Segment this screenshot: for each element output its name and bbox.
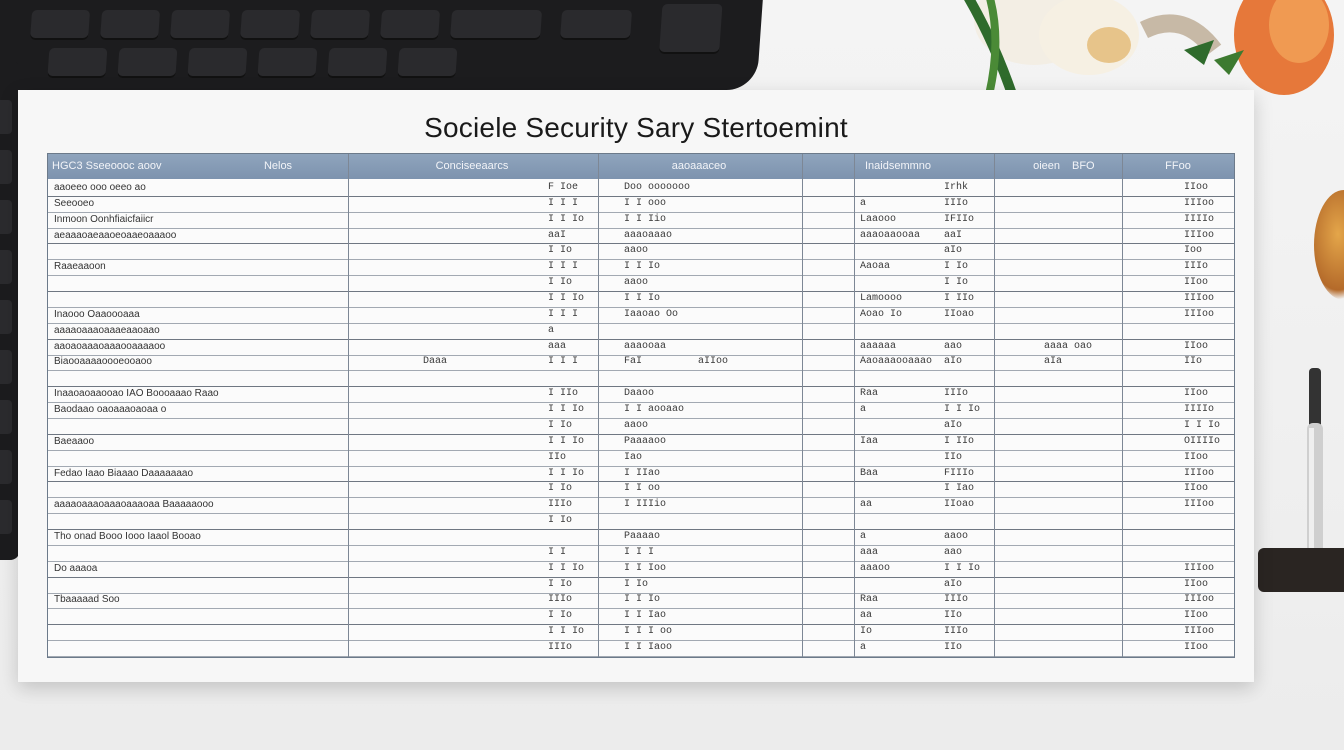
table-cell: I I I — [548, 261, 579, 273]
table-cell: Baa — [860, 467, 879, 479]
cup-base — [1258, 548, 1344, 592]
table-cell: I I Io — [624, 293, 661, 304]
table-cell: IIo — [944, 610, 963, 622]
row-label: aaoaoaaaoaaaooaaaaoo — [54, 340, 166, 352]
header-col-description: HGC3 Sseeoooc aoov — [52, 160, 162, 172]
table-cell: I Io — [548, 578, 573, 590]
table-cell: IIoo — [1184, 578, 1209, 590]
row-divider — [48, 640, 1234, 641]
table-cell: IIoo — [1184, 388, 1209, 400]
table-cell: Iaa — [860, 435, 879, 447]
row-divider — [48, 434, 1234, 435]
table-cell: IIIoo — [1184, 499, 1215, 511]
row-divider — [48, 386, 1234, 387]
table-cell: I IIao — [624, 467, 661, 479]
table-cell: IIoo — [1184, 642, 1209, 654]
table-cell: aIIoo — [698, 356, 729, 368]
table-cell: IIIoo — [1184, 229, 1215, 241]
table-cell: Laaooo — [860, 213, 897, 225]
table-cell: I I I — [624, 546, 655, 558]
row-divider — [48, 402, 1234, 403]
header-col-contributions: Conciseeaarcs — [435, 160, 509, 172]
table-cell: a — [860, 642, 867, 654]
table-cell: Irhk — [944, 181, 969, 193]
table-cell: Doo ooooooo — [624, 181, 691, 193]
column-divider — [348, 154, 349, 657]
table-cell: Lamoooo — [860, 293, 903, 304]
table-cell: a — [860, 197, 867, 209]
pen — [1300, 368, 1328, 568]
table-cell: I I Io — [548, 435, 585, 447]
table-cell: IIIoo — [1184, 594, 1215, 606]
header-col-notes: Nelos — [263, 160, 293, 172]
row-divider — [48, 243, 1234, 244]
row-label: Fedao Iaao Biaaao Daaaaaaao — [54, 467, 194, 479]
header-col-other: oieen — [1033, 160, 1060, 172]
row-divider — [48, 370, 1234, 371]
table-cell: I I Iio — [624, 213, 667, 225]
row-divider — [48, 529, 1234, 530]
table-cell: aaoo — [624, 277, 649, 289]
row-label: aaaaoaaaoaaaoaaaoaa Baaaaaooo — [54, 499, 214, 511]
table-cell: I I Io — [1184, 419, 1221, 431]
table-cell: IIo — [944, 642, 963, 654]
table-cell: aIo — [944, 356, 963, 368]
statement-table — [47, 153, 1235, 658]
table-cell: I I Io — [624, 261, 661, 273]
table-cell: Io — [860, 626, 873, 638]
table-cell: IFIIo — [944, 213, 975, 225]
table-cell: I I ooo — [624, 197, 667, 209]
table-cell: a — [860, 531, 867, 542]
table-cell: Raa — [860, 594, 879, 606]
table-cell: aaaaaa — [860, 340, 897, 352]
column-divider — [854, 154, 855, 657]
table-cell: I I — [548, 546, 567, 558]
table-cell: I I Io — [548, 404, 585, 416]
table-cell: aIo — [944, 578, 963, 590]
table-cell: IIoao — [944, 308, 975, 320]
table-cell: IIoo — [1184, 340, 1209, 352]
table-cell: aaa — [860, 546, 879, 558]
table-cell: IIIoo — [1184, 293, 1215, 304]
table-cell: Ioo — [1184, 245, 1203, 257]
row-label: Raaeaaoon — [54, 261, 106, 273]
column-divider — [994, 154, 995, 657]
row-label: Inmoon Oonhfiaicfaiicr — [54, 213, 154, 225]
table-cell: aaI — [944, 229, 963, 241]
table-cell: I IIIio — [624, 499, 667, 511]
table-cell: Iaaoao Oo — [624, 308, 679, 320]
row-label: Tbaaaaad Soo — [54, 594, 120, 606]
table-cell: IIIo — [944, 388, 969, 400]
table-cell: FIIIo — [944, 467, 975, 479]
table-cell: I Io — [548, 245, 573, 257]
row-divider — [48, 577, 1234, 578]
table-cell: IIIIo — [1184, 213, 1215, 225]
table-cell: IIIo — [944, 626, 969, 638]
table-cell: I I Io — [548, 467, 585, 479]
table-cell: I I aooaao — [624, 404, 685, 416]
table-cell: F Ioe — [548, 181, 579, 193]
row-divider — [48, 545, 1234, 546]
table-cell: aa — [860, 499, 873, 511]
table-cell: I I Io — [548, 562, 585, 574]
table-cell: IIIo — [548, 594, 573, 606]
row-divider — [48, 275, 1234, 276]
row-label: Inaaoaoaaooao IAO Boooaaao Raao — [54, 388, 219, 400]
row-label: Seeooeo — [54, 197, 95, 209]
table-cell: I Io — [548, 515, 573, 527]
table-cell: IIoo — [1184, 181, 1209, 193]
table-cell: a — [548, 324, 555, 336]
row-divider — [48, 481, 1234, 482]
row-divider — [48, 228, 1234, 229]
table-cell: aaoo — [624, 245, 649, 257]
table-cell: aaI — [548, 229, 567, 241]
table-cell: Daaoo — [624, 388, 655, 400]
row-divider — [48, 593, 1234, 594]
table-cell: I I Iaoo — [624, 642, 673, 654]
table-cell: IIo — [1184, 356, 1203, 368]
table-cell: OIIIIo — [1184, 435, 1221, 447]
table-cell: Aaoaaaooaaao — [860, 356, 933, 368]
row-label: Baeaaoo — [54, 435, 95, 447]
table-cell: I I Io — [944, 404, 981, 416]
table-cell: I IIo — [944, 293, 975, 304]
header-col-amount: aaoaaaceo — [671, 160, 727, 172]
table-cell: IIIoo — [1184, 562, 1215, 574]
row-divider — [48, 291, 1234, 292]
row-label: aaoeeo ooo oeeo ao — [54, 181, 146, 193]
row-divider — [48, 307, 1234, 308]
table-cell: I I Ioo — [624, 562, 667, 574]
row-divider — [48, 339, 1234, 340]
table-cell: FaI — [624, 356, 643, 368]
keyboard — [0, 0, 763, 90]
table-cell: IIIo — [944, 594, 969, 606]
table-cell: aao — [944, 340, 963, 352]
table-cell: aaaooaa — [624, 340, 667, 352]
table-cell: IIIoo — [1184, 197, 1215, 209]
table-cell: IIoao — [944, 499, 975, 511]
row-divider — [48, 323, 1234, 324]
table-cell: IIIo — [548, 642, 573, 654]
table-cell: I Io — [944, 277, 969, 289]
table-cell: aaaoaaao — [624, 229, 673, 241]
table-cell: IIoo — [1184, 277, 1209, 289]
table-cell: IIoo — [1184, 610, 1209, 622]
table-cell: aaoo — [944, 531, 969, 542]
column-divider — [802, 154, 803, 657]
table-cell: I Iao — [944, 483, 975, 495]
table-cell: I I I — [548, 356, 579, 368]
table-cell: I Io — [548, 277, 573, 289]
table-cell: Daaa — [423, 356, 448, 368]
table-cell: I Io — [548, 419, 573, 431]
row-divider — [48, 196, 1234, 197]
table-cell: I Io — [624, 578, 649, 590]
row-label: Inaooo Oaaoooaaa — [54, 308, 140, 320]
statement-sheet — [18, 90, 1254, 682]
header-col-bfo: BFO — [1072, 160, 1095, 172]
table-cell: IIIo — [944, 197, 969, 209]
row-divider — [48, 212, 1234, 213]
keyboard-edge — [0, 60, 20, 560]
column-divider — [1122, 154, 1123, 657]
table-cell: I I I — [548, 308, 579, 320]
table-cell: I Io — [548, 610, 573, 622]
row-divider — [48, 355, 1234, 356]
table-cell: aaoo — [624, 419, 649, 431]
table-cell: a — [860, 404, 867, 416]
row-divider — [48, 624, 1234, 625]
table-cell: aao — [944, 546, 963, 558]
table-header — [48, 154, 1234, 179]
table-cell: aaa — [548, 340, 567, 352]
table-cell: I I Io — [548, 293, 585, 304]
table-cell: I I oo — [624, 483, 661, 495]
table-cell: IIIIo — [1184, 404, 1215, 416]
table-cell: Aaoaa — [860, 261, 891, 273]
table-cell: IIIoo — [1184, 626, 1215, 638]
row-label: aeaaaoaeaaoeoaaeoaaaoo — [54, 229, 177, 241]
table-cell: IIoo — [1184, 451, 1209, 463]
column-divider — [598, 154, 599, 657]
row-label: Do aaaoa — [54, 562, 98, 574]
table-cell: I I Io — [548, 626, 585, 638]
table-cell: I I Iao — [624, 610, 667, 622]
table-cell: aaaoaaooaa — [860, 229, 921, 241]
table-cell: aaaoo — [860, 562, 891, 574]
row-divider — [48, 608, 1234, 609]
row-divider — [48, 418, 1234, 419]
row-label: Biaooaaaaoooeooaoo — [54, 356, 152, 368]
row-label: Tho onad Booo Iooo Iaaol Booao — [54, 531, 201, 542]
table-cell: I IIo — [548, 388, 579, 400]
table-cell: IIIo — [548, 499, 573, 511]
row-divider — [48, 259, 1234, 260]
table-cell: Raa — [860, 388, 879, 400]
table-cell: Paaaaoo — [624, 435, 667, 447]
table-cell: aIa — [1044, 356, 1063, 368]
document-title: Sociele Security Sary Stertoemint — [424, 112, 848, 143]
table-cell: IIoo — [1184, 483, 1209, 495]
row-divider — [48, 450, 1234, 451]
table-cell: Iao — [624, 451, 643, 463]
row-divider — [48, 561, 1234, 562]
table-cell: aaaa oao — [1044, 340, 1093, 352]
row-divider — [48, 466, 1234, 467]
header-col-total: FFoo — [1165, 160, 1191, 172]
table-cell: I IIo — [944, 435, 975, 447]
row-label: Baodaao oaoaaaoaoaa o — [54, 404, 167, 416]
table-cell: IIIoo — [1184, 308, 1215, 320]
table-cell: aIo — [944, 245, 963, 257]
table-cell: Paaaao — [624, 531, 661, 542]
row-divider — [48, 656, 1234, 657]
table-cell: IIo — [944, 451, 963, 463]
table-cell: aa — [860, 610, 873, 622]
table-cell: Aoao Io — [860, 308, 903, 320]
table-cell: IIo — [548, 451, 567, 463]
table-cell: IIIoo — [1184, 467, 1215, 479]
table-cell: I I I oo — [624, 626, 673, 638]
table-cell: I Io — [548, 483, 573, 495]
row-label: aaaaoaaaoaaaeaaoaao — [54, 324, 160, 336]
table-cell: IIIo — [1184, 261, 1209, 273]
table-cell: I I Io — [944, 562, 981, 574]
row-divider — [48, 513, 1234, 514]
header-col-indicators: Inaidsemmno — [864, 160, 932, 172]
table-cell: I I Io — [548, 213, 585, 225]
table-cell: I I Io — [624, 594, 661, 606]
table-cell: aIo — [944, 419, 963, 431]
table-cell: I I I — [548, 197, 579, 209]
table-cell: I Io — [944, 261, 969, 273]
